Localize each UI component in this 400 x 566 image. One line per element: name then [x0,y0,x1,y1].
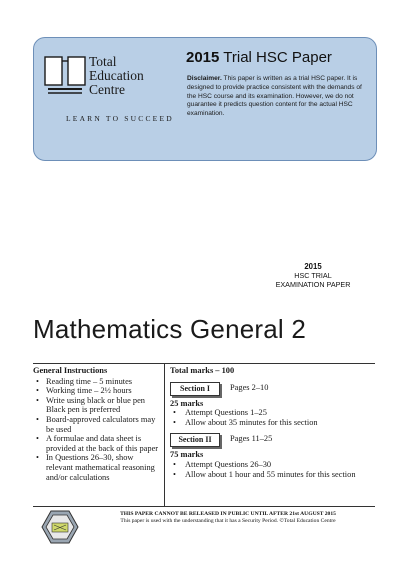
section-1-item: • Allow about 35 minutes for this section [170,418,375,428]
exam-year: 2015 [304,262,322,271]
section-2-label: Section II [170,433,220,447]
disclaimer [187,75,370,119]
general-instructions [33,366,161,482]
page-title: Mathematics General 2 [33,314,306,344]
total-marks: Total marks – 100 [170,366,235,375]
logo-line-3: Centre [89,82,125,97]
footer-notice [98,511,358,525]
trial-paper-title [186,49,332,66]
instruction-item: • Board-approved calculators may be used [33,415,161,434]
section-2-row [170,433,375,446]
section-2-list [170,460,375,479]
instruction-item: • Write using black or blue pen Black pen is preferred [33,396,161,415]
footer-divider [33,506,375,507]
open-book-icon [44,53,88,99]
release-notice: THIS PAPER CANNOT BE RELEASED IN PUBLIC UNTIL AFTER 21st AUGUST 2015 [120,511,336,517]
security-notice: This paper is used with the understanding that it has a Security Period. ©Total Education Centre [120,518,336,525]
section-1-label: Section I [170,382,220,396]
section-2-item: • Allow about 1 hour and 55 minutes for this section [170,470,375,480]
exam-year-block [268,262,358,289]
logo-tagline: LEARN TO SUCCEED [66,114,174,123]
logo-line-1: Total [89,54,117,69]
section-1-pages: Pages 2–10 [230,382,269,392]
exam-type: HSC TRIAL [294,271,332,280]
section-2-item: • Attempt Questions 26–30 [170,460,375,470]
column-divider [164,364,165,506]
disclaimer-label: Disclaimer. [187,75,222,82]
section-2-pages: Pages 11–25 [230,434,273,444]
section-1-list [170,408,375,427]
total-education-centre-logo [44,53,176,125]
exam-paper-label: EXAMINATION PAPER [275,280,351,289]
section-2-marks: 75 marks [170,450,204,460]
instruction-item: • In Questions 26–30, show relevant mathematical reasoning and/or calculations [33,453,161,482]
disclaimer-text: This paper is written as a trial HSC paper. It is designed to provide practice consistent with the demands of the HSC course and its examination. However, we do not guarantee it predicts question content for the actual HSC examination. [187,75,362,118]
trial-paper-label: Trial HSC Paper [223,49,332,66]
marks-summary [170,366,375,479]
instruction-item: • Working time – 2½ hours [33,386,161,396]
section-1-item: • Attempt Questions 1–25 [170,408,375,418]
general-instructions-heading: General Instructions [33,366,108,375]
header-card [33,37,377,161]
section-1-row [170,382,375,395]
instruction-item: • Reading time – 5 minutes [33,377,161,387]
instructions-list [33,377,161,483]
top-divider [33,363,375,364]
instruction-item: • A formulae and data sheet is provided at the back of this paper [33,434,161,453]
section-1-marks: 25 marks [170,398,204,408]
security-stamp-icon [41,509,79,545]
trial-year: 2015 [186,49,220,66]
logo-line-2: Education [89,68,144,83]
